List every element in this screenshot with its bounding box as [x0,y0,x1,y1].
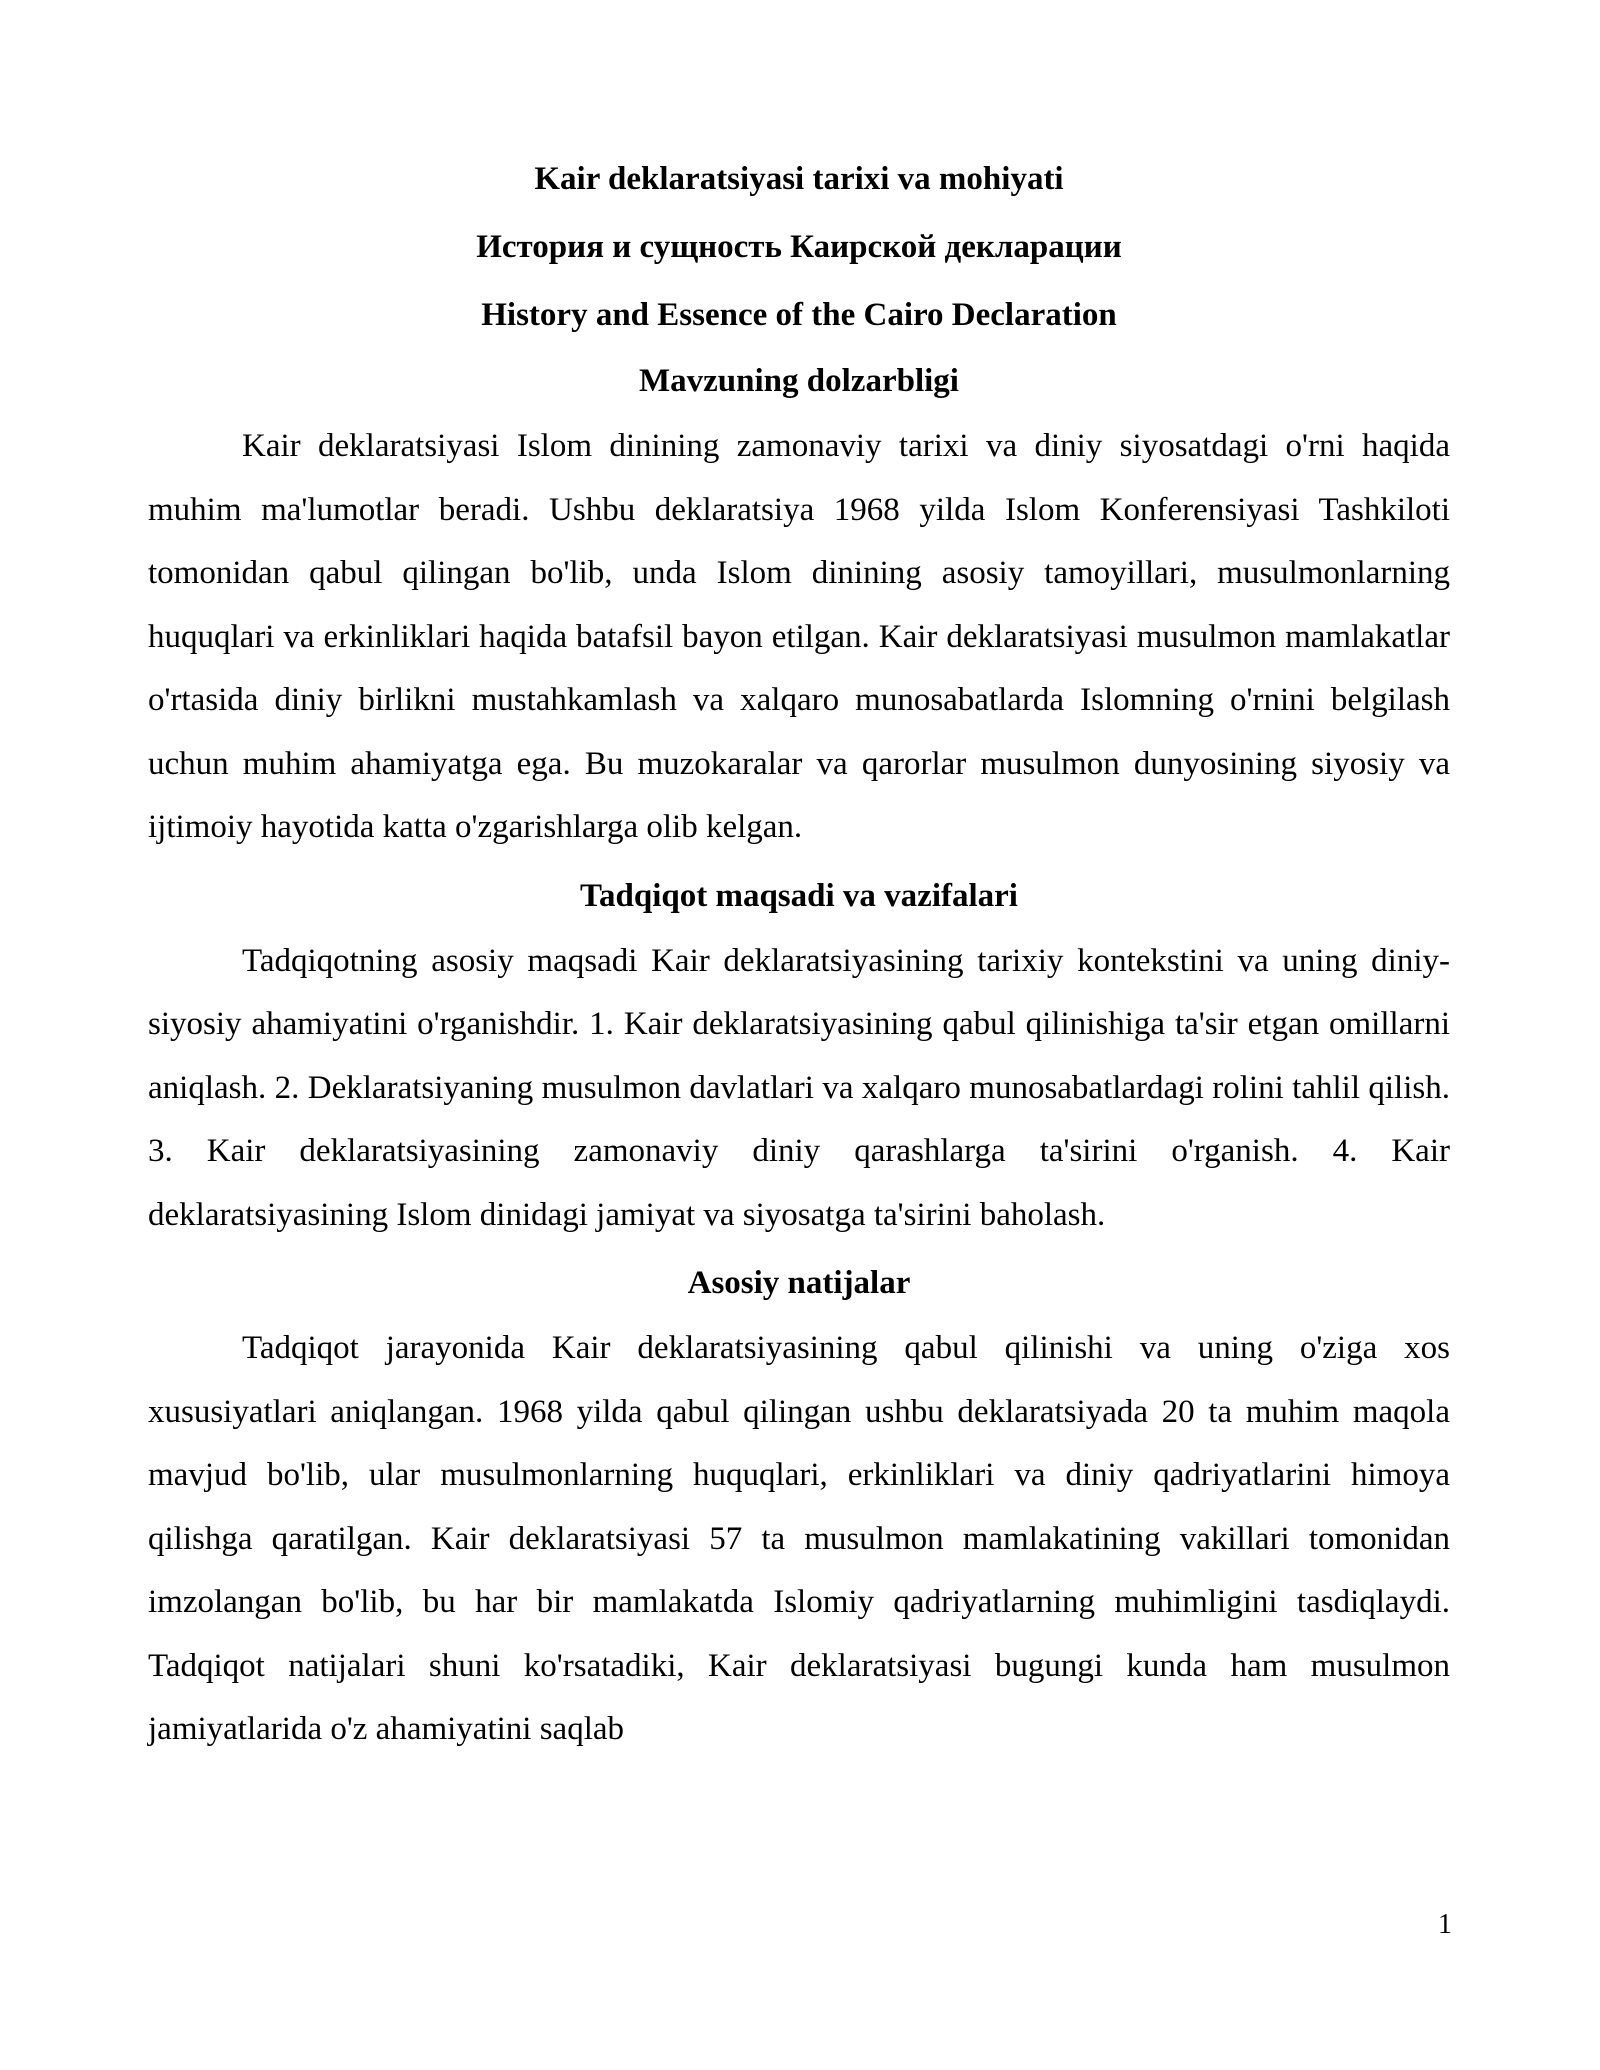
section-paragraph-results: Tadqiqot jarayonida Kair deklaratsiyasining qabul qilinishi va uning o'ziga xos xususiyatlari aniqlangan. 1968 yilda qabul qilingan ushbu deklaratsiyada 20 ta muhim maqola mavjud bo'lib, ular musulmonlarning huquqlari, erkinliklari va diniy qadriyatlarini himoya qilishga qaratilgan. Kair deklaratsiyasi 57 ta musulmon mamlakatining vakillari tomonidan imzolangan bo'lib, bu har bir mamlakatda Islomiy qadriyatlarning muhimligini tasdiqlaydi. Tadqiqot natijalari shuni ko'rsatadiki, Kair deklaratsiyasi bugungi kunda ham musulmon jamiyatlarida o'z ahamiyatini saqlab [148,1330,1450,1747]
page-content [148,145,1450,1762]
section-paragraph-goals: Tadqiqotning asosiy maqsadi Kair deklaratsiyasining tarixiy kontekstini va uning diniy-siyosiy ahamiyatini o'rganishdir. 1. Kair deklaratsiyasining qabul qilinishiga ta'sir etgan omillarni aniqlash. 2. Deklaratsiyaning musulmon davlatlari va xalqaro munosabatlardagi rolini tahlil qilish. 3. Kair deklaratsiyasining zamonaviy diniy qarashlarga ta'sirini o'rganish. 4. Kair deklaratsiyasining Islom dinidagi jamiyat va siyosatga ta'sirini baholash. [148,942,1450,1233]
title-uzbek: Kair deklaratsiyasi tarixi va mohiyati [534,161,1064,197]
section-heading-results: Asosiy natijalar [687,1265,911,1301]
section-heading-relevance: Mavzuning dolzarbligi [639,363,959,399]
section-heading-goals: Tadqiqot maqsadi va vazifalari [580,877,1018,914]
section-paragraph-relevance: Kair deklaratsiyasi Islom dinining zamonaviy tarixi va diniy siyosatdagi o'rni haqida muhim ma'lumotlar beradi. Ushbu deklaratsiya 1968 yilda Islom Konferensiyasi Tashkiloti tomonidan qabul qilingan bo'lib, unda Islom dinining asosiy tamoyillari, musulmonlarning huquqlari va erkinliklari haqida batafsil bayon etilgan. Kair deklaratsiyasi musulmon mamlakatlar o'rtasida diniy birlikni mustahkamlash va xalqaro munosabatlarda Islomning o'rnini belgilash uchun muhim ahamiyatga ega. Bu muzokaralar va qarorlar musulmon dunyosining siyosiy va ijtimoiy hayotida katta o'zgarishlarga olib kelgan. [148,428,1450,845]
page-number: 1 [1438,1909,1452,1940]
title-english: History and Essence of the Cairo Declaration [481,297,1117,333]
title-russian: История и сущность Каирской декларации [476,229,1122,265]
